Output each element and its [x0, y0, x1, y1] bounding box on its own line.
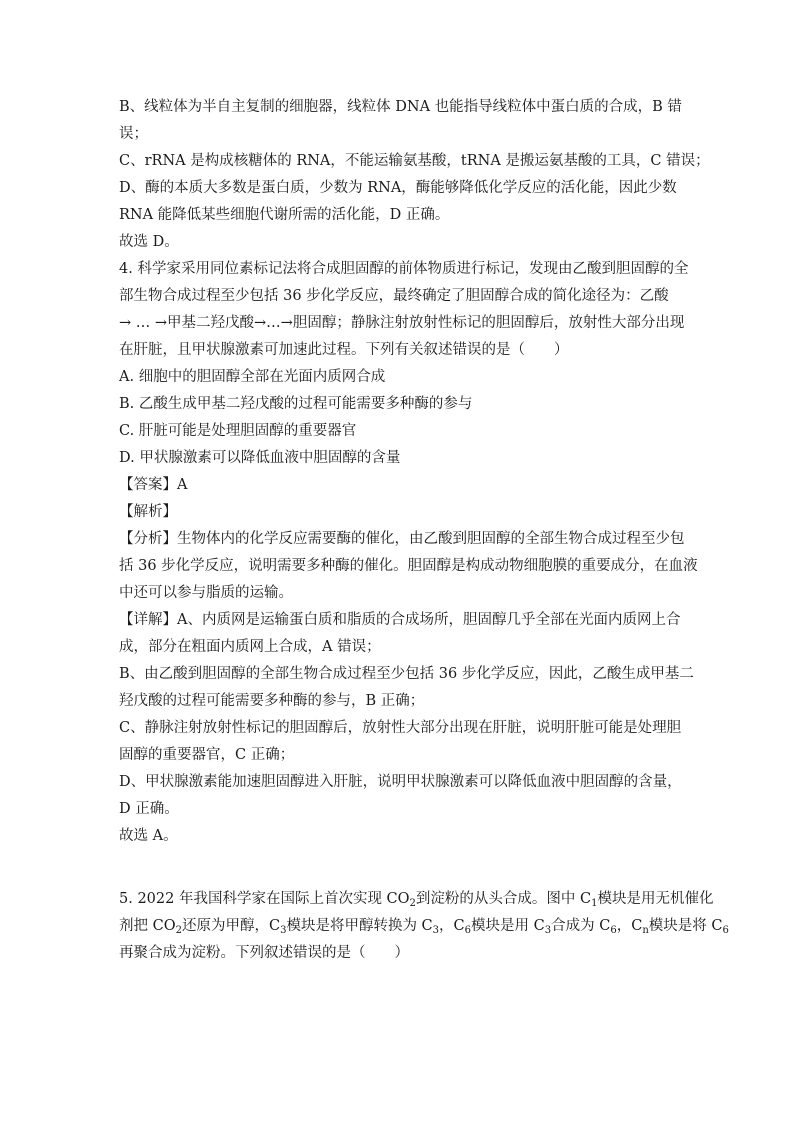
text-run: ，C: [439, 918, 465, 934]
text-run: 剂把 CO: [119, 918, 176, 934]
detail-line: 【详解】A、内质网是运输蛋白质和脂质的合成场所，胆固醇几乎全部在光面内质网上合: [119, 612, 681, 628]
text-line: B、线粒体为半自主复制的细胞器，线粒体 DNA 也能指导线粒体中蛋白质的合成，B 错: [119, 99, 682, 115]
question-stem-line: [119, 913, 729, 940]
question-stem-line: → … →甲基二羟戊酸→…→胆固醇；静脉注射放射性标记的胆固醇后，放射性大部分出现: [119, 315, 685, 331]
subscript: 6: [722, 925, 729, 936]
detail-line: 固醇的重要器官，C 正确；: [119, 747, 295, 763]
detail-line: 羟戊酸的过程可能需要多种酶的参与，B 正确；: [119, 693, 425, 709]
analysis-line: 括 36 步化学反应，说明需要多种酶的催化。胆固醇是构成动物细胞膜的重要成分，在血液: [119, 558, 698, 574]
prev-question-explanation: [119, 94, 710, 256]
detail-line: B、由乙酸到胆固醇的全部生物合成过程至少包括 36 步化学反应，因此，乙酸生成甲基二: [119, 666, 694, 682]
text-run: 模块是将甲醇转换为 C: [286, 918, 433, 934]
question-stem-line: 再聚合成为淀粉。下列叙述错误的是（ ）: [119, 945, 409, 961]
text-run: 模块是用 C: [471, 918, 545, 934]
document-page: [119, 94, 729, 967]
analysis-line: 【分析】生物体内的化学反应需要酶的催化，由乙酸到胆固醇的全部生物合成过程至少包: [119, 531, 685, 547]
option-a: A. 细胞中的胆固醇全部在光面内质网合成: [119, 369, 386, 385]
subscript: 3: [432, 925, 440, 936]
subscript: 3: [544, 925, 552, 936]
text-run: 合成为 C: [551, 918, 611, 934]
choice-line: 故选 D。: [119, 234, 179, 250]
option-b: B. 乙酸生成甲基二羟戊酸的过程可能需要多种酶的参与: [119, 396, 473, 412]
question-stem-line: 在肝脏，且甲状腺激素可加速此过程。下列有关叙述错误的是（ ）: [119, 342, 569, 358]
text-line: D、酶的本质大多数是蛋白质，少数为 RNA，酶能够降低化学反应的活化能，因此少数: [119, 180, 677, 196]
text-run: ，C: [616, 918, 643, 934]
question-stem-line: [119, 886, 714, 913]
detail-line: 成，部分在粗面内质网上合成，A 错误；: [119, 639, 381, 655]
choice-line: 故选 A。: [119, 828, 178, 844]
text-run: 还原为甲醇，C: [181, 918, 281, 934]
question-5: [119, 886, 729, 967]
subscript: n: [642, 925, 649, 936]
spacer: [119, 850, 679, 877]
subscript: 6: [610, 925, 617, 936]
subscript: 3: [280, 925, 287, 936]
text-line: 误；: [119, 126, 148, 142]
option-d: D. 甲状腺激素可以降低血液中胆固醇的含量: [119, 450, 401, 466]
question-4: [119, 256, 698, 850]
analysis-line: 中还可以参与脂质的运输。: [119, 585, 293, 601]
subscript: 2: [175, 925, 182, 936]
text-line: RNA 能降低某些细胞代谢所需的活化能，D 正确。: [119, 207, 450, 223]
subscript: 2: [409, 898, 416, 909]
question-stem-line: 4. 科学家采用同位素标记法将合成胆固醇的前体物质进行标记，发现由乙酸到胆固醇的全: [119, 261, 689, 277]
question-stem-line: 部生物合成过程至少包括 36 步化学反应，最终确定了胆固醇合成的简化途径为：乙酸: [119, 288, 669, 304]
text-line: C、rRNA 是构成核糖体的 RNA，不能运输氨基酸，tRNA 是搬运氨基酸的工具，C 错误；: [119, 153, 710, 169]
option-c: C. 肝脏可能是处理胆固醇的重要器官: [119, 423, 357, 439]
subscript: 1: [591, 898, 598, 909]
text-run: 模块是将 C: [648, 918, 723, 934]
subscript: 6: [464, 925, 472, 936]
answer-label: 【答案】A: [119, 477, 188, 493]
detail-line: D、甲状腺激素能加速胆固醇进入肝脏，说明甲状腺激素可以降低血液中胆固醇的含量，: [119, 774, 682, 790]
detail-line: C、静脉注射放射性标记的胆固醇后，放射性大部分出现在肝脏，说明肝脏可能是处理胆: [119, 720, 682, 736]
analysis-title: 【解析】: [119, 504, 177, 520]
text-run: 到淀粉的从头合成。图中 C: [415, 891, 592, 907]
text-run: 模块是用无机催化: [597, 891, 714, 907]
text-run: 5. 2022 年我国科学家在国际上首次实现 CO: [119, 891, 410, 907]
detail-line: D 正确。: [119, 801, 179, 817]
